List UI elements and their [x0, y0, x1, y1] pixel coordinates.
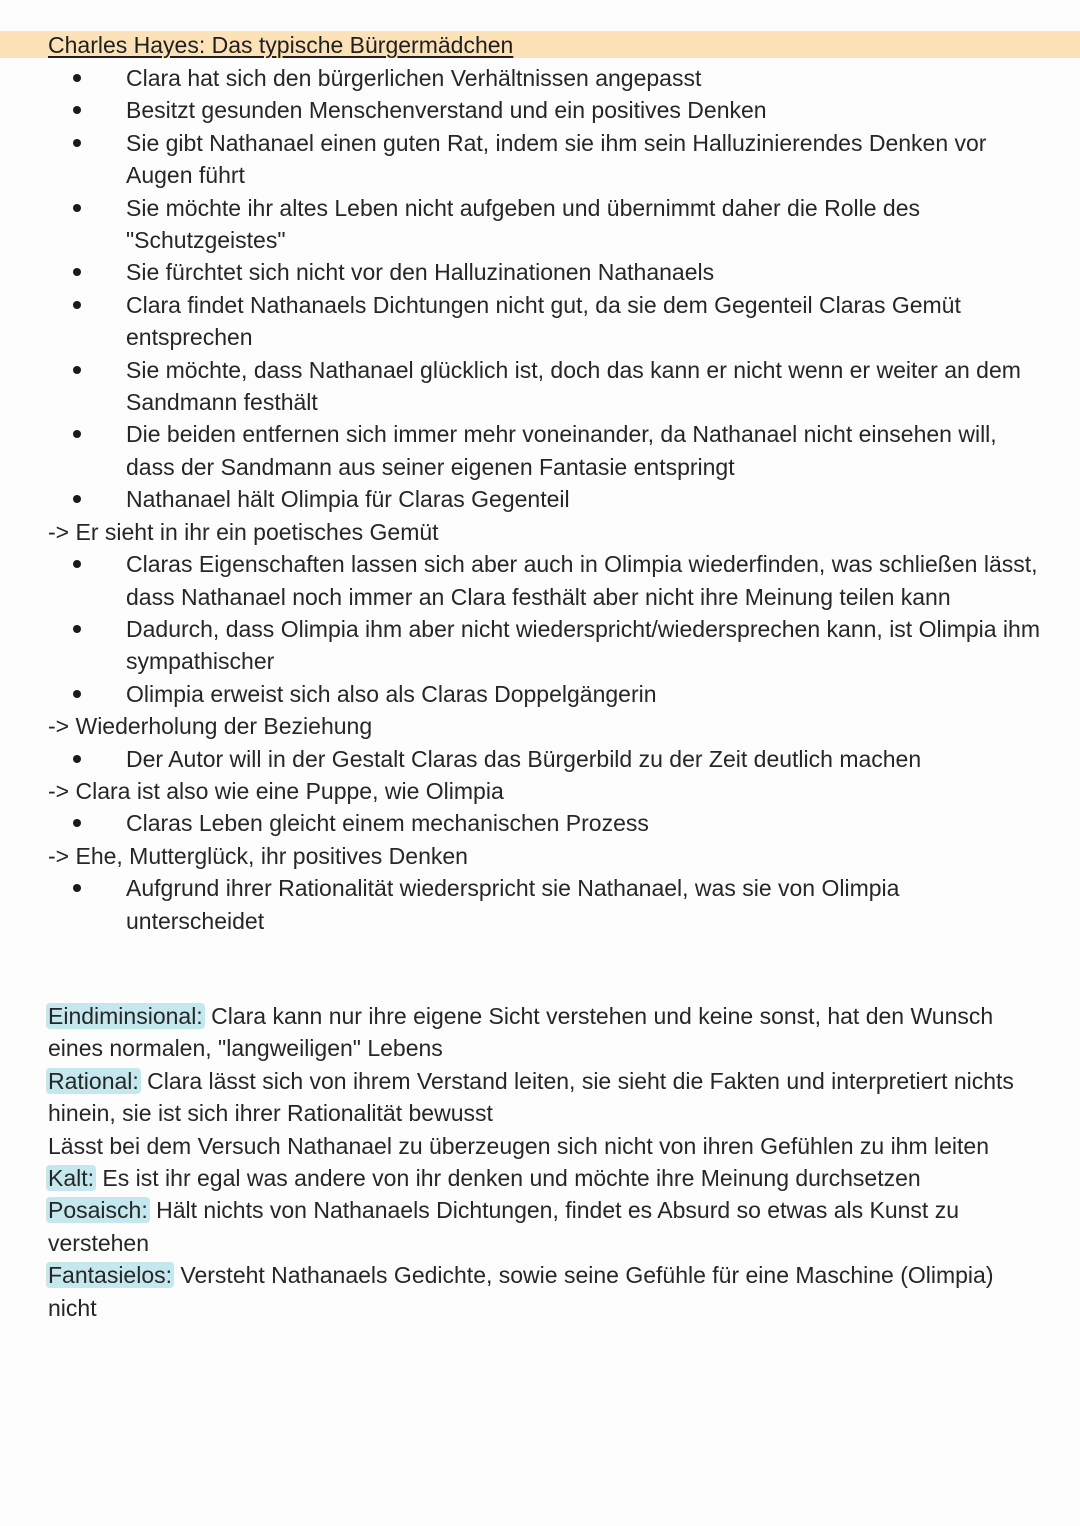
definition-term: Eindiminsional:: [48, 1003, 203, 1029]
bullet-icon: [73, 690, 81, 698]
list-item: [0, 613, 1080, 678]
list-item: [0, 678, 1080, 710]
bullet-icon: [73, 268, 81, 276]
list-item-text: Sie möchte ihr altes Leben nicht aufgeben und übernimmt daher die Rolle des "Schutzgeistes": [126, 194, 920, 254]
definition-text: Es ist ihr egal was andere von ihr denken und möchte ihre Meinung durchsetzen: [96, 1165, 921, 1192]
list-item-text: Sie gibt Nathanael einen guten Rat, indem sie ihm sein Halluzinierendes Denken vor Augen führt: [126, 129, 987, 189]
definition-term: Fantasielos:: [48, 1262, 173, 1289]
bullet-icon: [73, 430, 81, 438]
list-item-text: Olimpia erweist sich also als Claras Doppelgängerin: [126, 680, 657, 707]
bullet-icon: [73, 74, 81, 82]
definitions-block: [48, 1000, 1038, 1324]
arrow-note: -> Er sieht in ihr ein poetisches Gemüt: [48, 518, 439, 545]
bullet-list: [0, 807, 1080, 839]
definition-line: [48, 1194, 1038, 1259]
bullet-list: [0, 62, 1080, 516]
definition-term: Posaisch:: [48, 1197, 148, 1224]
notes-body: [0, 62, 1080, 937]
arrow-note: -> Wiederholung der Beziehung: [48, 713, 373, 740]
list-item: [0, 548, 1080, 613]
list-item: [0, 62, 1080, 94]
list-item: [0, 354, 1080, 419]
bullet-list: [0, 872, 1080, 937]
definition-text: Clara lässt sich von ihrem Verstand leiten, sie sieht die Fakten und interpretiert nichts hinein, sie ist sich ihrer Rationalität bewusst: [48, 1067, 1014, 1127]
bullet-icon: [73, 366, 81, 374]
list-item-text: Clara hat sich den bürgerlichen Verhältnissen angepasst: [126, 65, 702, 91]
bullet-icon: [73, 560, 81, 568]
list-item-text: Der Autor will in der Gestalt Claras das Bürgerbild zu der Zeit deutlich machen: [126, 745, 922, 772]
bullet-icon: [73, 819, 81, 827]
list-item: [0, 127, 1080, 192]
list-item-text: Besitzt gesunden Menschenverstand und ein positives Denken: [126, 97, 767, 124]
list-item: [0, 289, 1080, 354]
definition-line: [48, 1000, 1038, 1065]
list-item: [0, 872, 1080, 937]
bullet-icon: [73, 204, 81, 212]
list-item-text: Dadurch, dass Olimpia ihm aber nicht wiederspricht/wiedersprechen kann, ist Olimpia ihm sympathischer: [126, 615, 1040, 675]
definition-term: Kalt:: [48, 1165, 95, 1192]
list-item-text: Sie möchte, dass Nathanael glücklich ist, doch das kann er nicht wenn er weiter an dem Sandmann festhält: [126, 356, 1021, 416]
arrow-note: -> Ehe, Mutterglück, ihr positives Denken: [48, 842, 468, 869]
bullet-list: [0, 743, 1080, 775]
definition-text: Clara kann nur ihre eigene Sicht verstehen und keine sonst, hat den Wunsch eines normalen, "langweiligen" Lebens: [48, 1003, 994, 1062]
bullet-icon: [73, 106, 81, 114]
bullet-icon: [73, 625, 81, 633]
definition-line: [48, 1130, 1038, 1162]
page-title: Charles Hayes: Das typische Bürgermädchen: [48, 32, 514, 58]
bullet-icon: [73, 495, 81, 503]
definition-text: Lässt bei dem Versuch Nathanael zu überzeugen sich nicht von ihren Gefühlen zu ihm leiten: [48, 1132, 990, 1159]
list-item: [0, 807, 1080, 839]
bullet-list: [0, 548, 1080, 710]
list-item: [0, 94, 1080, 126]
definition-text: Versteht Nathanaels Gedichte, sowie seine Gefühle für eine Maschine (Olimpia) nicht: [48, 1262, 994, 1321]
definition-line: [48, 1065, 1038, 1130]
list-item-text: Nathanael hält Olimpia für Claras Gegenteil: [126, 486, 570, 513]
list-item: [0, 256, 1080, 288]
list-item: [0, 743, 1080, 775]
list-item-text: Sie fürchtet sich nicht vor den Halluzinationen Nathanaels: [126, 259, 715, 286]
list-item: [0, 192, 1080, 257]
list-item-text: Aufgrund ihrer Rationalität wiederspricht sie Nathanael, was sie von Olimpia unterscheidet: [126, 875, 900, 934]
definition-text: Hält nichts von Nathanaels Dichtungen, findet es Absurd so etwas als Kunst zu verstehen: [48, 1197, 960, 1256]
bullet-icon: [73, 301, 81, 309]
definition-line: [48, 1162, 1038, 1194]
bullet-icon: [73, 884, 81, 892]
list-item: [0, 483, 1080, 515]
list-item-text: Die beiden entfernen sich immer mehr voneinander, da Nathanael nicht einsehen will, dass der Sandmann aus seiner eigenen Fantasie entspringt: [126, 421, 997, 480]
list-item: [0, 418, 1080, 483]
list-item-text: Claras Leben gleicht einem mechanischen Prozess: [126, 810, 649, 837]
list-item-text: Clara findet Nathanaels Dichtungen nicht gut, da sie dem Gegenteil Claras Gemüt entsprechen: [126, 291, 961, 351]
bullet-icon: [73, 139, 81, 147]
arrow-note: -> Clara ist also wie eine Puppe, wie Olimpia: [48, 777, 504, 804]
bullet-icon: [73, 755, 81, 763]
definition-term: Rational:: [48, 1067, 139, 1094]
list-item-text: Claras Eigenschaften lassen sich aber auch in Olimpia wiederfinden, was schließen lässt, dass Nathanael noch immer an Clara festhält aber nicht ihre Meinung teilen kann: [126, 551, 1038, 610]
definition-line: [48, 1259, 1038, 1324]
